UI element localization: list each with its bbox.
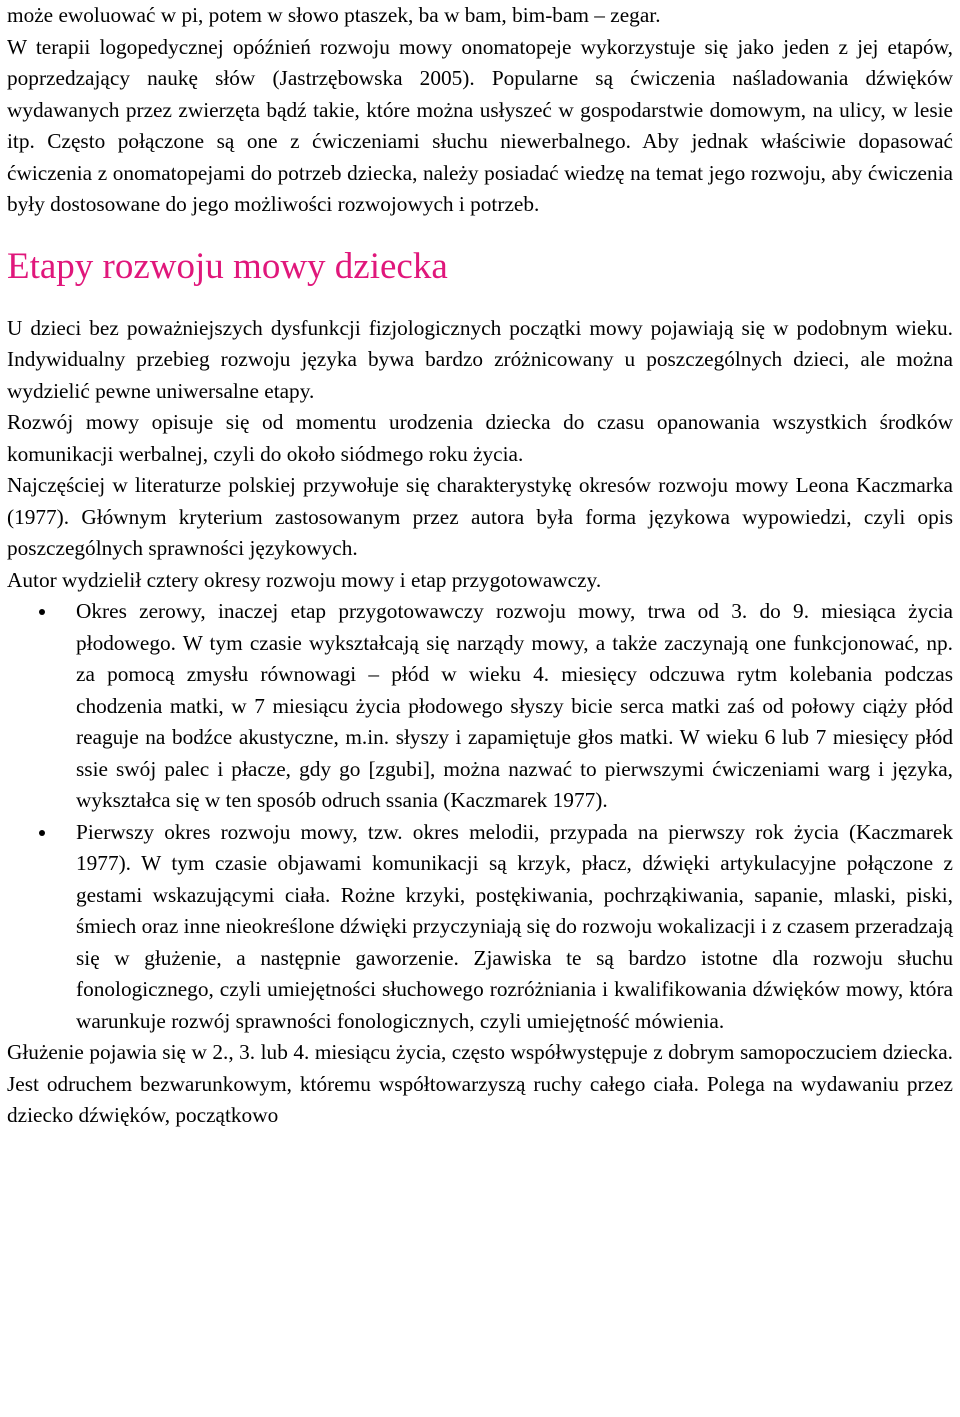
list-item-text: Okres zerowy, inaczej etap przygotowawczy rozwoju mowy, trwa od 3. do 9. miesiąca życia płodowego. W tym czasie wykształcają się narządy mowy, a także zaczynają one funkcjonować, np. za pomocą zmysłu równowagi – płód w wieku 4. miesięcy odczuwa rytm kolebania podczas chodzenia matki, w 7 miesiącu życia płodowego słyszy bicie serca matki zaś od połowy ciąży płód reaguje na bodźce akustyczne, m.in. słyszy i zapamiętuje głos matki. W wieku 6 lub 7 miesięcy płód ssie swój palec i płacze, gdy go [zgubi], można nazwać to pierwszymi ćwiczeniami warg i języka, wykształca się w ten sposób odruch ssania (Kaczmarek 1977). <box>76 599 953 812</box>
paragraph-periods-intro: Autor wydzielił cztery okresy rozwoju mowy i etap przygotowawczy. <box>7 567 602 592</box>
paragraph-intro-fragment: może ewoluować w pi, potem w słowo ptaszek, ba w bam, bim-bam – zegar. <box>7 3 661 27</box>
list-item-period-one <box>7 817 953 1038</box>
list-item-period-zero <box>7 596 953 817</box>
paragraph-cooing: Głużenie pojawia się w 2., 3. lub 4. miesiącu życia, często współwystępuje z dobrym samopoczuciem dziecka. Jest odruchem bezwarunkowym, któremu współtowarzyszą ruchy całego ciała. Polega na wydawaniu przez dziecko dźwięków, początkowo <box>7 1040 953 1127</box>
paragraph-onomatopoeia-therapy: W terapii logopedycznej opóźnień rozwoju mowy onomatopeje wykorzystuje się jako jeden z jej etapów, poprzedzający naukę słów (Jastrzębowska 2005). Popularne są ćwiczenia naśladowania dźwięków wydawanych przez zwierzęta bądź takie, które można usłyszeć w gospodarstwie domowym, na ulicy, w lesie itp. Często połączone są one z ćwiczeniami słuchu niewerbalnego. Aby jednak właściwie dopasować ćwiczenia z onomatopejami do potrzeb dziecka, należy posiadać wiedzę na temat jego rozwoju, aby ćwiczenia były dostosowane do jego możliwości rozwojowych i potrzeb. <box>7 34 953 216</box>
speech-periods-list <box>7 596 953 1037</box>
bullet-icon <box>39 830 45 836</box>
paragraph-development-scope: Rozwój mowy opisuje się od momentu urodzenia dziecka do czasu opanowania wszystkich środków komunikacji werbalnej, czyli do około siódmego roku życia. <box>7 410 953 466</box>
list-item-text: Pierwszy okres rozwoju mowy, tzw. okres melodii, przypada na pierwszy rok życia (Kaczmarek 1977). W tym czasie objawami komunikacji są krzyk, płacz, dźwięki artykulacyjne połączone z gestami wskazującymi ciała. Rożne krzyki, postękiwania, pochrząkiwania, sapanie, mlaski, piski, śmiech oraz inne nieokreślone dźwięki przyczyniają się do rozwoju wokalizacji i z czasem przeradzają się w głużenie, a następnie gaworzenie. Zjawiska te są bardzo istotne dla rozwoju słuchu fonologicznego, czyli umiejętności słuchowego rozróżniania i kwalifikowania dźwięków mowy, która warunkuje rozwój sprawności fonologicznych, czyli umiejętność mówienia. <box>76 819 953 1033</box>
document-page <box>7 0 953 1132</box>
bullet-icon <box>39 609 45 615</box>
paragraph-kaczmarek: Najczęściej w literaturze polskiej przywołuje się charakterystykę okresów rozwoju mowy Leona Kaczmarka (1977). Głównym kryterium zastosowanym przez autora była forma językowa wypowiedzi, czyli opis poszczególnych sprawności językowych. <box>7 473 953 560</box>
section-heading: Etapy rozwoju mowy dziecka <box>7 245 448 287</box>
paragraph-speech-onset: U dzieci bez poważniejszych dysfunkcji fizjologicznych początki mowy pojawiają się w podobnym wieku. Indywidualny przebieg rozwoju języka bywa bardzo zróżnicowany u poszczególnych dzieci, ale można wydzielić pewne uniwersalne etapy. <box>7 315 953 403</box>
